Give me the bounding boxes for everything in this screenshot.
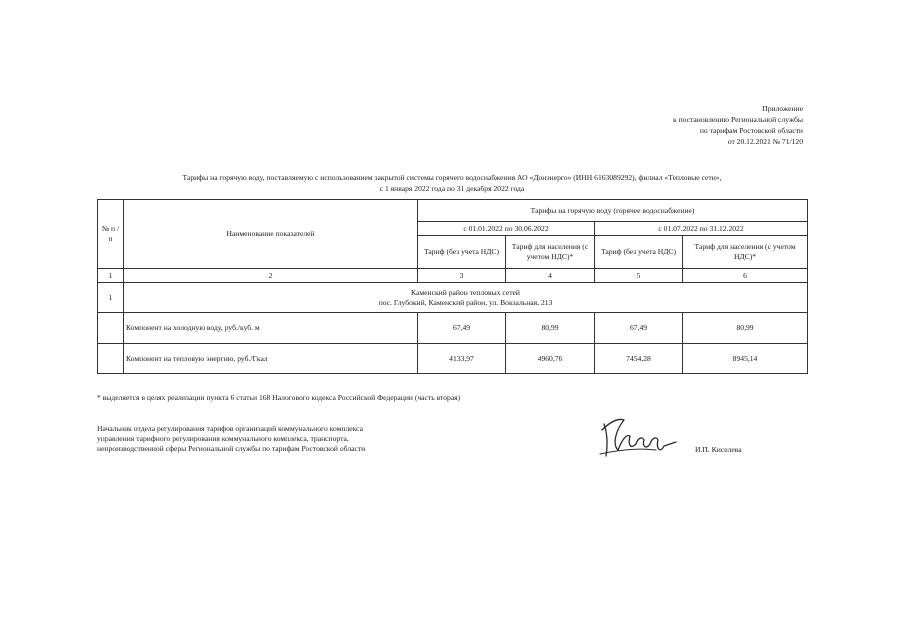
title-period: с 1 января 2022 года по 31 декабря 2022 года: [379, 184, 525, 193]
tariff-table: [97, 199, 808, 374]
row-num-empty: [98, 344, 124, 374]
row-value: 80,99: [506, 313, 595, 344]
column-number: 2: [124, 269, 418, 283]
column-number: 6: [683, 269, 808, 283]
header-col-population-vat: Тариф для населения (с учетом НДС)*: [506, 236, 595, 269]
handwritten-signature: [598, 410, 678, 462]
section-title: [124, 283, 808, 313]
section-num: 1: [98, 283, 124, 313]
header-period-1: с 01.01.2022 по 30.06.2022: [418, 222, 595, 236]
signatory-line: Начальник отдела регулирования тарифов организаций коммунального комплекса: [97, 424, 363, 433]
appendix-header: [673, 103, 803, 147]
row-value: 67,49: [418, 313, 506, 344]
column-number: 1: [98, 269, 124, 283]
appendix-line: по тарифам Ростовской области: [699, 126, 803, 135]
header-col-no-vat: Тариф (без учета НДС): [418, 236, 506, 269]
section-address: пос. Глубокий, Каменский район, ул. Вокзальная, 213: [378, 297, 553, 307]
row-value: 7454,28: [595, 344, 683, 374]
signatory-name: И.П. Киселева: [695, 445, 742, 454]
header-col-population-vat: Тариф для населения (с учетом НДС)*: [683, 236, 808, 269]
section-row: [98, 283, 808, 313]
row-value: 67,49: [595, 313, 683, 344]
row-name: Компонент на тепловую энергию, руб./Гкал: [124, 344, 418, 374]
row-value: 8945,14: [683, 344, 808, 374]
row-value: 4133,97: [418, 344, 506, 374]
column-number: 5: [595, 269, 683, 283]
row-name: Компонент на холодную воду, руб./куб. м: [124, 313, 418, 344]
header-name: Наименование показателей: [124, 200, 418, 269]
table-row: [98, 313, 808, 344]
signatory-position: [97, 424, 365, 454]
table-row: [98, 344, 808, 374]
section-district: Каменский район тепловых сетей: [411, 287, 520, 297]
column-number: 3: [418, 269, 506, 283]
title-line: Тарифы на горячую воду, поставляемую с использованием закрытой системы горячего водоснабжения АО «Донэнерго» (ИНН 6163089292), филиал «Тепловые сети»,: [182, 173, 722, 182]
signatory-line: управления тарифного регулирования коммунального комплекса, транспорта,: [97, 434, 349, 443]
appendix-line: Приложение: [762, 104, 803, 113]
footnote: * выделяется в целях реализации пункта 6 статьи 168 Налогового кодекса Российской Федерации (часть вторая): [97, 393, 461, 402]
header-col-no-vat: Тариф (без учета НДС): [595, 236, 683, 269]
document-title: [97, 172, 807, 194]
column-number-row: [98, 269, 808, 283]
appendix-date-number: от 20.12.2021 № 71/120: [727, 137, 803, 146]
column-number: 4: [506, 269, 595, 283]
row-num-empty: [98, 313, 124, 344]
row-value: 4960,76: [506, 344, 595, 374]
signatory-line: непроизводственной сферы Региональной службы по тарифам Ростовской области: [97, 444, 366, 453]
row-value: 80,99: [683, 313, 808, 344]
header-num: № п /п: [98, 200, 124, 269]
header-tariffs: Тарифы на горячую воду (горячее водоснабжение): [418, 200, 808, 222]
header-period-2: с 01.07.2022 по 31.12.2022: [595, 222, 808, 236]
appendix-line: к постановлению Региональной службы: [672, 115, 803, 124]
